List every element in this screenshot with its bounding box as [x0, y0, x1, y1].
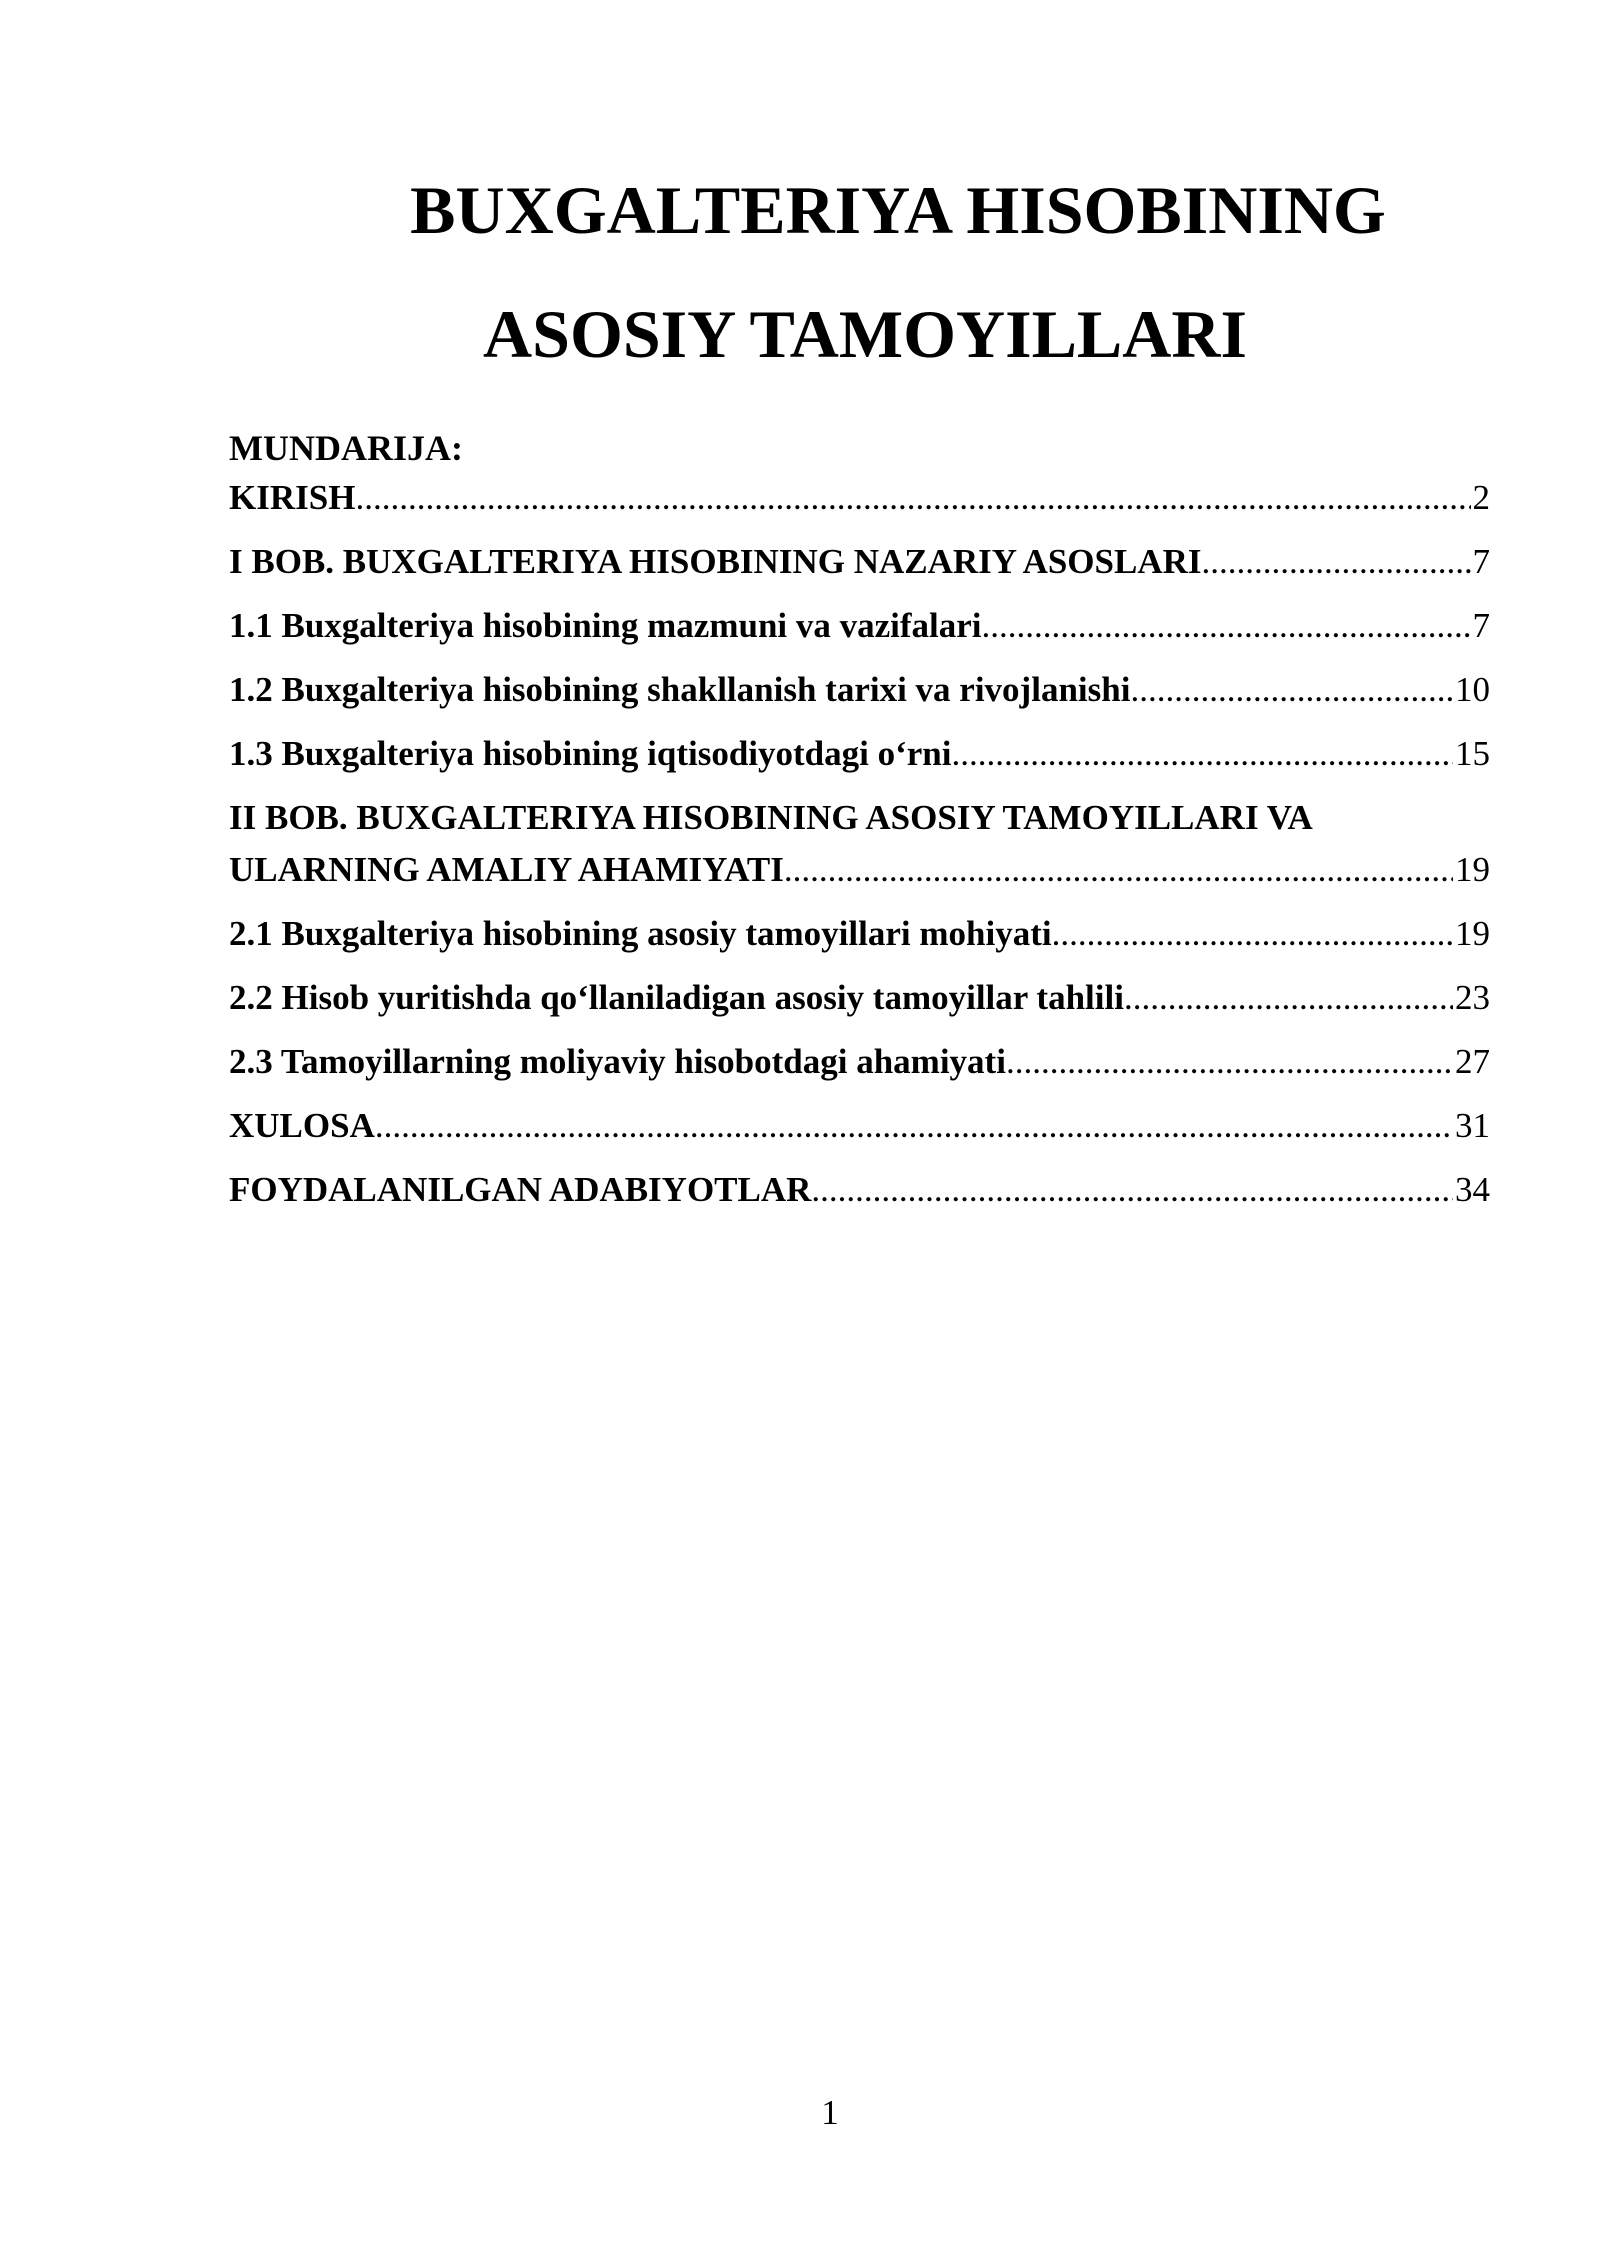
toc-entry-section-2-3[interactable]: [229, 1036, 1490, 1088]
toc-entry-kirish[interactable]: [229, 472, 1490, 524]
toc-entry-label: 1.2 Buxgalteriya hisobining shakllanish tarixi va rivojlanishi: [229, 670, 1131, 709]
toc-leader-dots: [355, 472, 1470, 524]
toc-entry-section-2-2[interactable]: [229, 972, 1490, 1024]
toc-entry-page: 34: [1455, 1170, 1490, 1209]
toc-heading: MUNDARIJA:: [229, 428, 463, 468]
toc-entry-page: 2: [1472, 478, 1490, 517]
toc-entry-page: 10: [1455, 670, 1490, 709]
toc-entry-label: 1.1 Buxgalteriya hisobining mazmuni va vazifalari: [229, 606, 982, 645]
toc-leader-dots: [1052, 908, 1453, 960]
document-title: [0, 148, 1600, 396]
toc-entry-label: KIRISH: [229, 478, 356, 517]
toc-entry-label: FOYDALANILGAN ADABIYOTLAR: [229, 1170, 812, 1209]
toc-entry-references[interactable]: [229, 1164, 1490, 1216]
toc-leader-dots: [1202, 536, 1471, 588]
page-number: 1: [821, 2093, 839, 2132]
toc-entry-label: 2.2 Hisob yuritishda qo‘llaniladigan asosiy tamoyillar tahlili: [229, 978, 1124, 1017]
toc-entry-label: 2.3 Tamoyillarning moliyaviy hisobotdagi ahamiyati: [229, 1042, 1006, 1081]
toc-entry-page: 31: [1455, 1106, 1490, 1145]
toc-entry-section-1-2[interactable]: [229, 664, 1490, 716]
toc-entry-page: 19: [1455, 850, 1490, 889]
toc-leader-dots: [1006, 1036, 1453, 1088]
toc-entry-label: 1.3 Buxgalteriya hisobining iqtisodiyotdagi o‘rni: [229, 734, 952, 773]
toc-leader-dots: [952, 728, 1454, 780]
toc-leader-dots: [982, 600, 1471, 652]
title-line-2: ASOSIY TAMOYILLARI: [483, 296, 1247, 372]
toc-entry-chapter-2[interactable]: [229, 792, 1490, 896]
toc-entry-section-1-3[interactable]: [229, 728, 1490, 780]
toc-entry-page: 27: [1455, 1042, 1490, 1081]
toc-entry-section-2-1[interactable]: [229, 908, 1490, 960]
toc-entry-page: 19: [1455, 914, 1490, 953]
toc-entry-page: 7: [1472, 542, 1490, 581]
toc-leader-dots: [1130, 664, 1453, 716]
title-line-1: BUXGALTERIYA HISOBINING: [410, 172, 1386, 248]
toc-entry-page: 7: [1472, 606, 1490, 645]
toc-entry-xulosa[interactable]: [229, 1100, 1490, 1152]
toc-entry-label: XULOSA: [229, 1106, 375, 1145]
toc-entry-label-line-1: II BOB. BUXGALTERIYA HISOBINING ASOSIY TAMOYILLARI VA: [229, 798, 1313, 837]
toc-leader-dots: [784, 844, 1453, 896]
toc-entry-page: 15: [1455, 734, 1490, 773]
toc-leader-dots: [811, 1164, 1453, 1216]
toc-entry-label: 2.1 Buxgalteriya hisobining asosiy tamoyillari mohiyati: [229, 914, 1052, 953]
toc-leader-dots: [1124, 972, 1453, 1024]
toc-entry-page: 23: [1455, 978, 1490, 1017]
toc-entry-section-1-1[interactable]: [229, 600, 1490, 652]
toc-leader-dots: [375, 1100, 1453, 1152]
toc-entry-chapter-1[interactable]: [229, 536, 1490, 588]
table-of-contents: [229, 424, 1490, 1216]
toc-entry-label: ULARNING AMALIY AHAMIYATI: [229, 850, 784, 889]
toc-entry-label: I BOB. BUXGALTERIYA HISOBINING NAZARIY ASOSLARI: [229, 542, 1202, 581]
